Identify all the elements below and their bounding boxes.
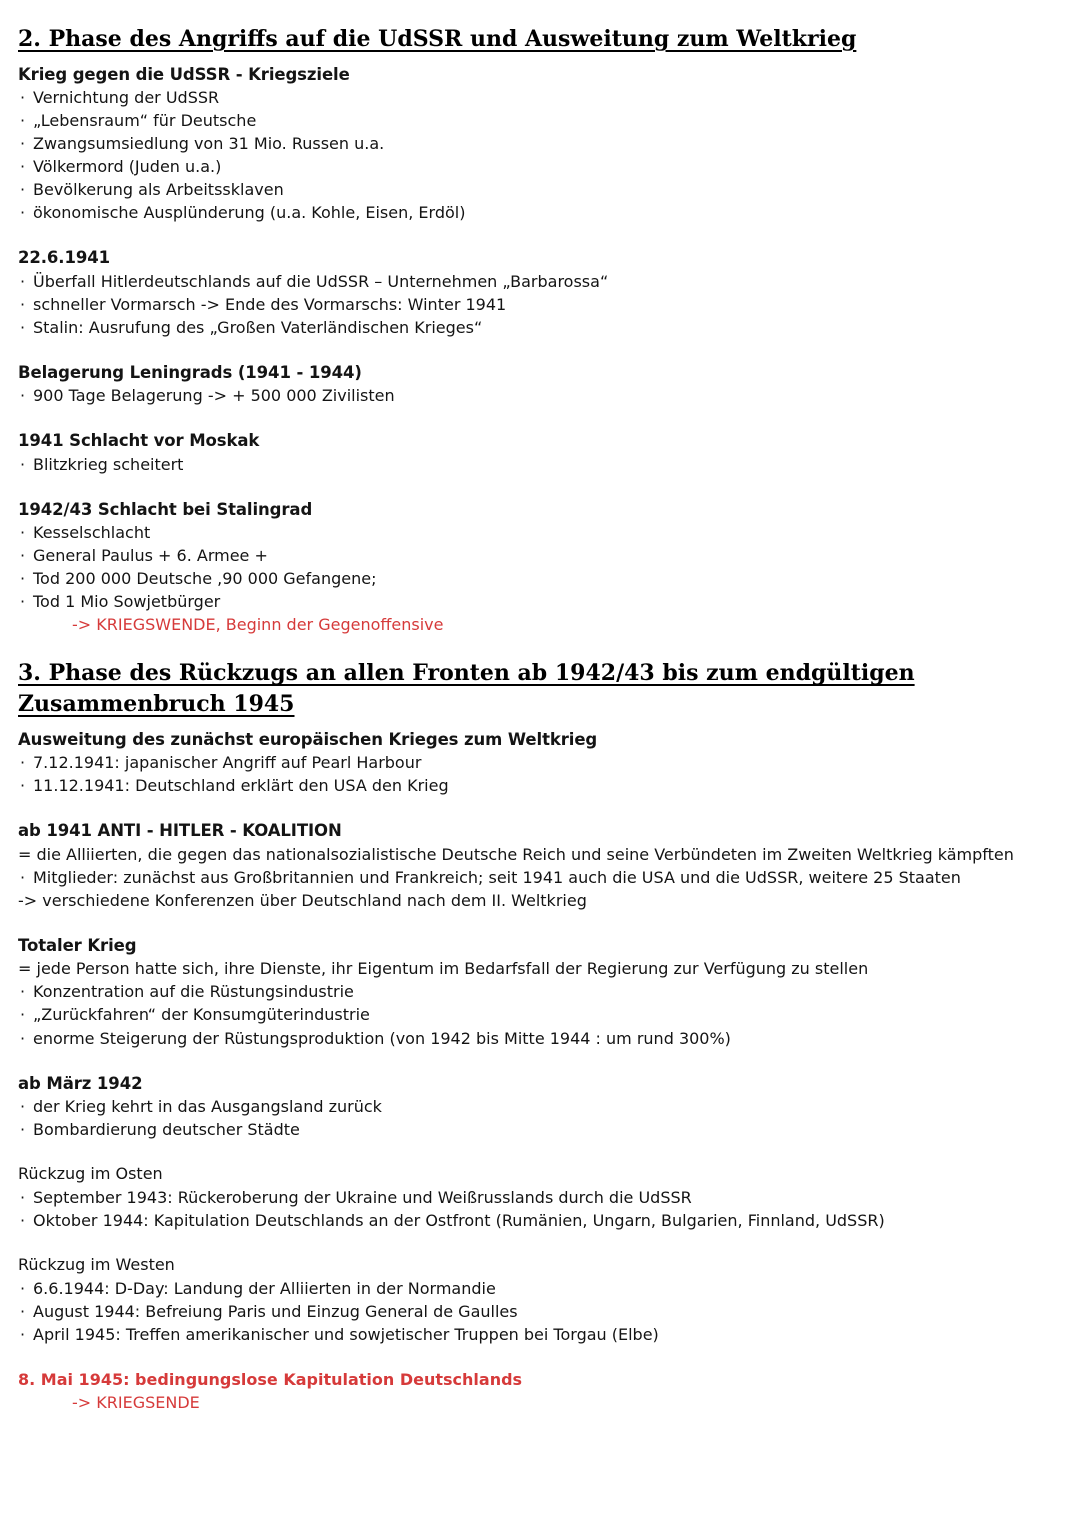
content-block bbox=[18, 728, 1060, 797]
line-text: April 1945: Treffen amerikanischer und sowjetischer Truppen bei Torgau (Elbe) bbox=[33, 1324, 659, 1344]
bullet-line bbox=[18, 384, 1060, 407]
bullet-dot-icon: · bbox=[20, 523, 26, 543]
red-note-line: -> KRIEGSWENDE, Beginn der Gegenoffensive bbox=[72, 615, 444, 635]
section-heading bbox=[18, 24, 1060, 55]
bullet-dot-icon: · bbox=[20, 294, 26, 314]
bullet-dot-icon: · bbox=[20, 546, 26, 566]
line-text: „Lebensraum“ für Deutsche bbox=[33, 111, 257, 131]
bullet-line bbox=[18, 453, 1060, 476]
bullet-dot-icon: · bbox=[20, 454, 26, 474]
bullet-line bbox=[18, 866, 1060, 889]
bullet-dot-icon: · bbox=[20, 776, 26, 796]
block-title: Krieg gegen die UdSSR - Kriegsziele bbox=[18, 64, 350, 84]
line-text: Stalin: Ausrufung des „Großen Vaterländischen Krieges“ bbox=[33, 317, 483, 337]
line-text: August 1944: Befreiung Paris und Einzug General de Gaulles bbox=[33, 1301, 518, 1321]
bullet-dot-icon: · bbox=[20, 157, 26, 177]
bullet-line bbox=[18, 980, 1060, 1003]
line-text: Vernichtung der UdSSR bbox=[33, 88, 220, 108]
bullet-line bbox=[18, 751, 1060, 774]
line-text: Tod 200 000 Deutsche ,90 000 Gefangene; bbox=[33, 569, 377, 589]
plain-line: = jede Person hatte sich, ihre Dienste, ihr Eigentum im Bedarfsfall der Regierung zur Verfügung zu stellen bbox=[18, 959, 869, 979]
bullet-dot-icon: · bbox=[20, 1301, 26, 1321]
bullet-line bbox=[18, 1095, 1060, 1118]
bullet-dot-icon: · bbox=[20, 317, 26, 337]
document-content bbox=[18, 24, 1060, 1414]
line-text: Blitzkrieg scheitert bbox=[33, 454, 184, 474]
content-block bbox=[18, 429, 1060, 475]
line-text: Tod 1 Mio Sowjetbürger bbox=[33, 592, 221, 612]
content-block bbox=[18, 246, 1060, 339]
plain-line: -> verschiedene Konferenzen über Deutschland nach dem II. Weltkrieg bbox=[18, 890, 587, 910]
bullet-line bbox=[18, 521, 1060, 544]
section-heading-text: 2. Phase des Angriffs auf die UdSSR und Ausweitung zum Weltkrieg bbox=[18, 26, 857, 52]
bullet-dot-icon: · bbox=[20, 1028, 26, 1048]
bullet-line bbox=[18, 132, 1060, 155]
line-text: Oktober 1944: Kapitulation Deutschlands an der Ostfront (Rumänien, Ungarn, Bulgarien, Finnland, UdSSR) bbox=[33, 1210, 885, 1230]
line-text: Völkermord (Juden u.a.) bbox=[33, 157, 222, 177]
bullet-line bbox=[18, 1300, 1060, 1323]
content-block bbox=[18, 1368, 1060, 1414]
block-title: Belagerung Leningrads (1941 - 1944) bbox=[18, 362, 362, 382]
line-text: Zwangsumsiedlung von 31 Mio. Russen u.a. bbox=[33, 134, 385, 154]
bullet-dot-icon: · bbox=[20, 88, 26, 108]
content-block bbox=[18, 934, 1060, 1050]
bullet-dot-icon: · bbox=[20, 386, 26, 406]
bullet-dot-icon: · bbox=[20, 1005, 26, 1025]
line-text: 7.12.1941: japanischer Angriff auf Pearl Harbour bbox=[33, 753, 422, 773]
bullet-line bbox=[18, 178, 1060, 201]
bullet-line bbox=[18, 293, 1060, 316]
bullet-dot-icon: · bbox=[20, 1187, 26, 1207]
block-title: Totaler Krieg bbox=[18, 936, 137, 955]
content-block bbox=[18, 498, 1060, 637]
content-block bbox=[18, 1072, 1060, 1141]
bullet-line bbox=[18, 567, 1060, 590]
bullet-line bbox=[18, 316, 1060, 339]
content-block bbox=[18, 63, 1060, 225]
bullet-line bbox=[18, 86, 1060, 109]
line-text: schneller Vormarsch -> Ende des Vormarschs: Winter 1941 bbox=[33, 294, 507, 314]
line-text: ökonomische Ausplünderung (u.a. Kohle, Eisen, Erdöl) bbox=[33, 203, 466, 223]
bullet-line bbox=[18, 774, 1060, 797]
bullet-dot-icon: · bbox=[20, 1324, 26, 1344]
block-title: 1941 Schlacht vor Moskak bbox=[18, 431, 260, 451]
bullet-dot-icon: · bbox=[20, 134, 26, 154]
section-heading-text: 3. Phase des Rückzugs an allen Fronten ab 1942/43 bis zum endgültigen Zusammenbruch 1945 bbox=[18, 660, 915, 718]
block-title: 22.6.1941 bbox=[18, 248, 111, 268]
bullet-dot-icon: · bbox=[20, 569, 26, 589]
bullet-line bbox=[18, 590, 1060, 613]
block-title: Rückzug im Westen bbox=[18, 1254, 175, 1274]
block-title: ab 1941 ANTI - HITLER - KOALITION bbox=[18, 821, 342, 841]
line-text: Kesselschlacht bbox=[33, 523, 151, 543]
bullet-dot-icon: · bbox=[20, 982, 26, 1002]
bullet-dot-icon: · bbox=[20, 592, 26, 612]
bullet-line bbox=[18, 155, 1060, 178]
line-text: Konzentration auf die Rüstungsindustrie bbox=[33, 982, 354, 1002]
bullet-dot-icon: · bbox=[20, 203, 26, 223]
bullet-line bbox=[18, 1118, 1060, 1141]
content-block bbox=[18, 1254, 1060, 1346]
line-text: 11.12.1941: Deutschland erklärt den USA den Krieg bbox=[33, 776, 449, 796]
bullet-line bbox=[18, 201, 1060, 224]
line-text: Mitglieder: zunächst aus Großbritannien und Frankreich; seit 1941 auch die USA und die UdSSR, weitere 25 Staaten bbox=[33, 867, 961, 887]
block-title: ab März 1942 bbox=[18, 1073, 143, 1093]
bullet-dot-icon: · bbox=[20, 867, 26, 887]
plain-line: = die Alliierten, die gegen das nationalsozialistische Deutsche Reich und seine Verbündeten im Zweiten Weltkrieg kämpften bbox=[18, 844, 1014, 864]
bullet-dot-icon: · bbox=[20, 1278, 26, 1298]
block-title: Rückzug im Osten bbox=[18, 1164, 163, 1184]
line-text: Bombardierung deutscher Städte bbox=[33, 1120, 300, 1139]
section-heading bbox=[18, 658, 1060, 720]
bullet-dot-icon: · bbox=[20, 271, 26, 291]
block-title: Ausweitung des zunächst europäischen Krieges zum Weltkrieg bbox=[18, 730, 598, 749]
bullet-dot-icon: · bbox=[20, 1096, 26, 1116]
bullet-line bbox=[18, 1186, 1060, 1209]
bullet-line bbox=[18, 109, 1060, 132]
bullet-line bbox=[18, 1323, 1060, 1346]
block-title: 1942/43 Schlacht bei Stalingrad bbox=[18, 499, 313, 519]
line-text: Überfall Hitlerdeutschlands auf die UdSSR – Unternehmen „Barbarossa“ bbox=[33, 271, 609, 291]
bullet-dot-icon: · bbox=[20, 753, 26, 773]
line-text: General Paulus + 6. Armee + bbox=[33, 546, 268, 566]
bullet-line bbox=[18, 1003, 1060, 1026]
line-text: 900 Tage Belagerung -> + 500 000 Zivilisten bbox=[33, 386, 395, 406]
content-block bbox=[18, 1163, 1060, 1232]
content-block bbox=[18, 361, 1060, 407]
bullet-dot-icon: · bbox=[20, 1120, 26, 1139]
line-text: Bevölkerung als Arbeitssklaven bbox=[33, 180, 284, 200]
content-block bbox=[18, 819, 1060, 912]
bullet-line bbox=[18, 544, 1060, 567]
red-note-line: -> KRIEGSENDE bbox=[72, 1392, 200, 1412]
bullet-line bbox=[18, 1027, 1060, 1050]
bullet-line bbox=[18, 1209, 1060, 1232]
bullet-line bbox=[18, 1277, 1060, 1300]
line-text: „Zurückfahren“ der Konsumgüterindustrie bbox=[33, 1005, 370, 1025]
bullet-dot-icon: · bbox=[20, 180, 26, 200]
bullet-line bbox=[18, 270, 1060, 293]
line-text: der Krieg kehrt in das Ausgangsland zurück bbox=[33, 1096, 382, 1116]
bullet-dot-icon: · bbox=[20, 111, 26, 131]
line-text: September 1943: Rückeroberung der Ukraine und Weißrusslands durch die UdSSR bbox=[33, 1187, 692, 1207]
line-text: 6.6.1944: D-Day: Landung der Alliierten in der Normandie bbox=[33, 1278, 496, 1298]
line-text: enorme Steigerung der Rüstungsproduktion (von 1942 bis Mitte 1944 : um rund 300%) bbox=[33, 1028, 731, 1048]
red-note-line: 8. Mai 1945: bedingungslose Kapitulation Deutschlands bbox=[18, 1369, 523, 1389]
bullet-dot-icon: · bbox=[20, 1210, 26, 1230]
